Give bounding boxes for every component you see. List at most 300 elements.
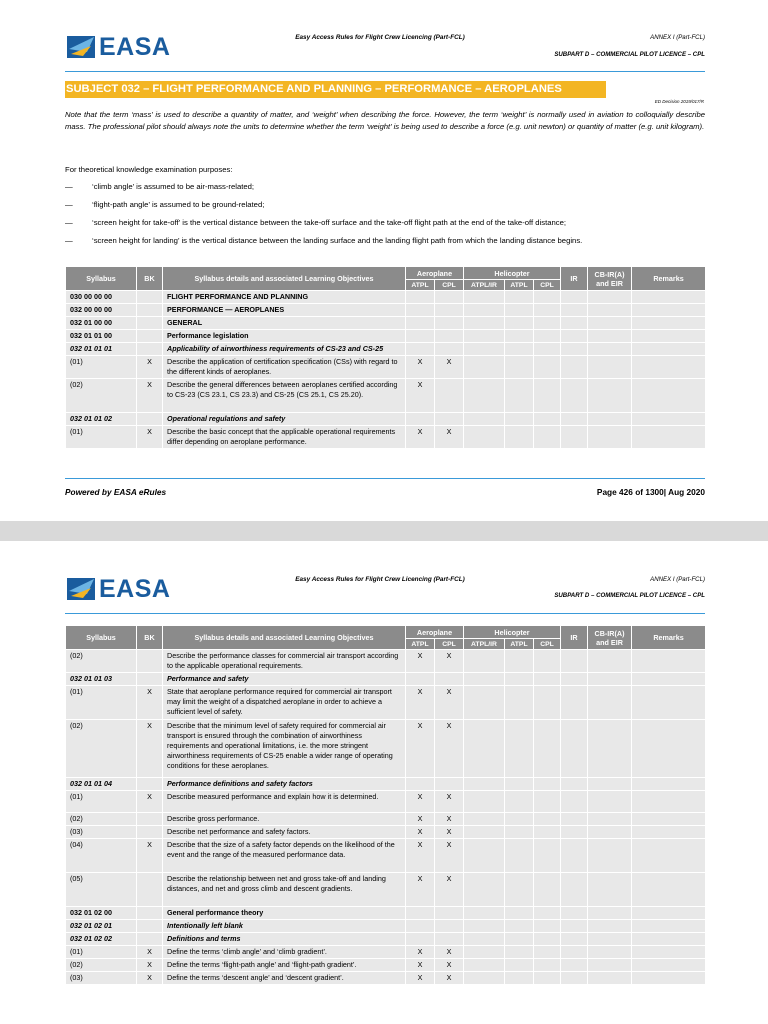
syllabus-code-cell: 032 01 01 02 [66,413,137,426]
col-atpl: ATPL [406,280,435,291]
cbir-cell [588,317,632,330]
aeroplane-atpl-cell: X [406,379,435,413]
aeroplane-atpl-cell [406,317,435,330]
ir-cell [561,686,588,720]
ir-cell [561,778,588,791]
aeroplane-atpl-cell: X [406,946,435,959]
bk-cell [137,413,163,426]
bk-cell [137,778,163,791]
learning-objective-cell: Performance legislation [163,330,406,343]
learning-objective-cell: Describe that the size of a safety factor depends on the likelihood of the event and the range of the measured performance data. [163,839,406,873]
helicopter-cpl-cell [534,946,561,959]
helicopter-cpl-cell [534,356,561,379]
helicopter-atpl-cell [505,720,534,778]
helicopter-atplir-cell [464,839,505,873]
bk-cell [137,873,163,907]
table-row [66,650,706,673]
aeroplane-cpl-cell: X [435,959,464,972]
bk-cell: X [137,959,163,972]
ir-cell [561,343,588,356]
syllabus-code-cell: 032 01 01 01 [66,343,137,356]
footer-rule [65,478,705,479]
helicopter-atplir-cell [464,304,505,317]
helicopter-cpl-cell [534,379,561,413]
bk-cell [137,920,163,933]
remarks-cell [632,317,706,330]
table-row [66,778,706,791]
list-item: — ‘climb angle’ is assumed to be air-mass-related; [65,182,255,191]
syllabus-code-cell: (02) [66,379,137,413]
syllabus-code-cell: (01) [66,946,137,959]
helicopter-atplir-cell [464,291,505,304]
aeroplane-atpl-cell [406,413,435,426]
learning-objective-cell: Describe that the minimum level of safety required for commercial air transport is ensured through the combination of airworthiness requirements and operational limitations, i.e. the more stringent airworthiness requirements of CS-25 enable a wider range of operating conditions for these aeroplanes. [163,720,406,778]
aeroplane-cpl-cell [435,291,464,304]
remarks-cell [632,791,706,813]
helicopter-atpl-cell [505,304,534,317]
helicopter-atplir-cell [464,330,505,343]
learning-objective-cell: Performance and safety [163,673,406,686]
footer-powered-by: Powered by EASA eRules [65,487,167,497]
syllabus-table [65,625,706,985]
helicopter-cpl-cell [534,317,561,330]
table-row [66,933,706,946]
remarks-cell [632,379,706,413]
helicopter-cpl-cell [534,907,561,920]
helicopter-atplir-cell [464,959,505,972]
syllabus-code-cell: 032 01 02 00 [66,907,137,920]
helicopter-atpl-cell [505,356,534,379]
aeroplane-cpl-cell: X [435,826,464,839]
helicopter-cpl-cell [534,291,561,304]
col-h-cpl: CPL [534,280,561,291]
aeroplane-cpl-cell [435,920,464,933]
syllabus-code-cell: 032 01 02 01 [66,920,137,933]
ir-cell [561,291,588,304]
definitions-list [65,182,705,254]
syllabus-code-cell: (05) [66,873,137,907]
easa-logo [65,32,171,62]
remarks-cell [632,673,706,686]
cbir-cell [588,720,632,778]
aeroplane-atpl-cell [406,343,435,356]
bk-cell: X [137,356,163,379]
table-row [66,959,706,972]
helicopter-atpl-cell [505,826,534,839]
helicopter-atpl-cell [505,972,534,985]
mass-weight-note: Note that the term ‘mass’ is used to describe a quantity of matter, and ‘weight’ when describing the force. However, the term ‘weight’ is normally used in aviation to colloquially describe mass. The professional pilot should always note the units to determine whether the term ‘weight’ is being used to describe a force (e.g. unit newton) or quantity of matter (e.g. unit kilogram). [65,110,705,131]
helicopter-atplir-cell [464,650,505,673]
aeroplane-atpl-cell [406,330,435,343]
syllabus-code-cell: (01) [66,791,137,813]
helicopter-atplir-cell [464,778,505,791]
col-bk: BK [137,267,163,291]
remarks-cell [632,720,706,778]
syllabus-table [65,266,706,449]
aeroplane-atpl-cell: X [406,839,435,873]
col-helicopter: Helicopter [464,626,561,639]
helicopter-cpl-cell [534,839,561,873]
helicopter-atpl-cell [505,413,534,426]
col-ir: IR [561,626,588,650]
syllabus-code-cell: (01) [66,686,137,720]
bk-cell [137,304,163,317]
col-cbir: CB-IR(A) and EIR [588,267,632,291]
easa-emblem-icon [65,574,97,604]
ir-cell [561,413,588,426]
ir-cell [561,330,588,343]
learning-objective-cell: Applicability of airworthiness requirements of CS-23 and CS-25 [163,343,406,356]
remarks-cell [632,946,706,959]
syllabus-code-cell: (03) [66,826,137,839]
table-row [66,379,706,413]
remarks-cell [632,933,706,946]
aeroplane-cpl-cell: X [435,426,464,449]
syllabus-code-cell: 032 00 00 00 [66,304,137,317]
cbir-cell [588,356,632,379]
aeroplane-cpl-cell [435,778,464,791]
remarks-cell [632,959,706,972]
document-page-2 [0,541,768,1024]
aeroplane-atpl-cell [406,933,435,946]
helicopter-atpl-cell [505,291,534,304]
cbir-cell [588,413,632,426]
table-row [66,946,706,959]
document-title: Easy Access Rules for Flight Crew Licencing (Part-FCL) [295,576,465,583]
bk-cell: X [137,426,163,449]
aeroplane-atpl-cell [406,673,435,686]
aeroplane-atpl-cell [406,907,435,920]
helicopter-atplir-cell [464,873,505,907]
bk-cell [137,907,163,920]
remarks-cell [632,426,706,449]
bk-cell [137,317,163,330]
learning-objective-cell: Operational regulations and safety [163,413,406,426]
helicopter-atplir-cell [464,946,505,959]
col-remarks: Remarks [632,267,706,291]
aeroplane-atpl-cell: X [406,791,435,813]
ir-cell [561,317,588,330]
cbir-cell [588,650,632,673]
helicopter-atplir-cell [464,813,505,826]
helicopter-cpl-cell [534,304,561,317]
helicopter-cpl-cell [534,720,561,778]
col-details: Syllabus details and associated Learning Objectives [163,626,406,650]
aeroplane-atpl-cell: X [406,826,435,839]
helicopter-atplir-cell [464,413,505,426]
learning-objective-cell: Define the terms ‘flight-path angle’ and ‘flight-path gradient’. [163,959,406,972]
helicopter-cpl-cell [534,813,561,826]
cbir-cell [588,673,632,686]
remarks-cell [632,291,706,304]
col-syllabus: Syllabus [66,626,137,650]
helicopter-atplir-cell [464,720,505,778]
helicopter-atpl-cell [505,650,534,673]
cbir-cell [588,379,632,413]
annex-label: ANNEX I (Part-FCL) [650,576,705,583]
learning-objective-cell: State that aeroplane performance required for commercial air transport may limit the weight of a dispatched aeroplane in order to achieve a sufficient level of safety. [163,686,406,720]
col-helicopter: Helicopter [464,267,561,280]
ir-cell [561,673,588,686]
bk-cell [137,650,163,673]
table-row [66,426,706,449]
remarks-cell [632,686,706,720]
aeroplane-cpl-cell [435,304,464,317]
remarks-cell [632,972,706,985]
helicopter-atplir-cell [464,317,505,330]
helicopter-cpl-cell [534,778,561,791]
table-row [66,343,706,356]
aeroplane-atpl-cell: X [406,959,435,972]
helicopter-atpl-cell [505,946,534,959]
aeroplane-cpl-cell: X [435,972,464,985]
learning-objective-cell: FLIGHT PERFORMANCE AND PLANNING [163,291,406,304]
bk-cell [137,343,163,356]
cbir-cell [588,291,632,304]
table-row [66,304,706,317]
helicopter-cpl-cell [534,343,561,356]
table-row [66,291,706,304]
cbir-cell [588,826,632,839]
aeroplane-cpl-cell [435,379,464,413]
aeroplane-cpl-cell: X [435,791,464,813]
subpart-label: SUBPART D – COMMERCIAL PILOT LICENCE – CPL [554,592,705,599]
learning-objective-cell: Describe the relationship between net and gross take-off and landing distances, and net and gross climb and descent gradients. [163,873,406,907]
table-row [66,873,706,907]
cbir-cell [588,686,632,720]
helicopter-atplir-cell [464,379,505,413]
syllabus-code-cell: (01) [66,426,137,449]
bk-cell [137,933,163,946]
helicopter-atpl-cell [505,673,534,686]
helicopter-atplir-cell [464,907,505,920]
ir-cell [561,720,588,778]
helicopter-cpl-cell [534,920,561,933]
helicopter-atpl-cell [505,813,534,826]
helicopter-atpl-cell [505,933,534,946]
learning-objective-cell: Define the terms ‘descent angle’ and ‘descent gradient’. [163,972,406,985]
cbir-cell [588,330,632,343]
bk-cell: X [137,972,163,985]
bk-cell [137,673,163,686]
cbir-cell [588,959,632,972]
remarks-cell [632,330,706,343]
intro-text: For theoretical knowledge examination purposes: [65,165,233,174]
aeroplane-atpl-cell [406,920,435,933]
syllabus-code-cell: (02) [66,650,137,673]
aeroplane-cpl-cell [435,933,464,946]
col-h-atplir: ATPL/IR [464,280,505,291]
remarks-cell [632,920,706,933]
ir-cell [561,933,588,946]
syllabus-code-cell: (03) [66,972,137,985]
header-rule [65,613,705,614]
col-atpl: ATPL [406,639,435,650]
aeroplane-cpl-cell: X [435,686,464,720]
aeroplane-atpl-cell [406,778,435,791]
helicopter-atplir-cell [464,933,505,946]
table-row [66,720,706,778]
aeroplane-cpl-cell: X [435,873,464,907]
logo-text: EASA [99,33,171,61]
annex-label: ANNEX I (Part-FCL) [650,34,705,41]
cbir-cell [588,426,632,449]
learning-objective-cell: Define the terms ‘climb angle’ and ‘climb gradient’. [163,946,406,959]
helicopter-atplir-cell [464,356,505,379]
cbir-cell [588,343,632,356]
col-aeroplane: Aeroplane [406,626,464,639]
helicopter-cpl-cell [534,959,561,972]
helicopter-cpl-cell [534,426,561,449]
aeroplane-cpl-cell [435,317,464,330]
syllabus-code-cell: 030 00 00 00 [66,291,137,304]
aeroplane-atpl-cell: X [406,813,435,826]
helicopter-atpl-cell [505,959,534,972]
cbir-cell [588,933,632,946]
easa-emblem-icon [65,32,97,62]
helicopter-cpl-cell [534,873,561,907]
table-row [66,920,706,933]
table-row [66,317,706,330]
learning-objective-cell: Describe the application of certification specification (CSs) with regard to the different kinds of aeroplanes. [163,356,406,379]
table-row [66,839,706,873]
aeroplane-cpl-cell [435,673,464,686]
list-item: — ‘screen height for take-off’ is the vertical distance between the take-off surface and the take-off flight path at the end of the take-off distance; [65,218,567,227]
remarks-cell [632,343,706,356]
syllabus-code-cell: 032 01 01 00 [66,330,137,343]
ir-cell [561,839,588,873]
helicopter-atpl-cell [505,686,534,720]
col-syllabus: Syllabus [66,267,137,291]
aeroplane-atpl-cell [406,304,435,317]
helicopter-atpl-cell [505,839,534,873]
learning-objective-cell: General performance theory [163,907,406,920]
learning-objective-cell: Describe measured performance and explain how it is determined. [163,791,406,813]
ir-cell [561,356,588,379]
remarks-cell [632,356,706,379]
ir-cell [561,920,588,933]
learning-objective-cell: Describe the performance classes for commercial air transport according to the applicable operational requirements. [163,650,406,673]
helicopter-atplir-cell [464,826,505,839]
aeroplane-atpl-cell: X [406,972,435,985]
bk-cell: X [137,839,163,873]
syllabus-code-cell: (02) [66,720,137,778]
aeroplane-cpl-cell [435,413,464,426]
cbir-cell [588,791,632,813]
aeroplane-cpl-cell [435,330,464,343]
ir-cell [561,791,588,813]
bk-cell: X [137,379,163,413]
remarks-cell [632,907,706,920]
table-row [66,330,706,343]
table-row [66,813,706,826]
ir-cell [561,946,588,959]
helicopter-atpl-cell [505,778,534,791]
remarks-cell [632,778,706,791]
helicopter-atplir-cell [464,686,505,720]
syllabus-code-cell: 032 01 01 03 [66,673,137,686]
bk-cell: X [137,720,163,778]
list-item: — ‘screen height for landing’ is the vertical distance between the landing surface and the landing flight path from which the landing distance begins. [65,236,583,245]
cbir-cell [588,839,632,873]
ir-cell [561,650,588,673]
col-cpl: CPL [435,280,464,291]
col-bk: BK [137,626,163,650]
remarks-cell [632,839,706,873]
helicopter-cpl-cell [534,673,561,686]
col-cpl: CPL [435,639,464,650]
aeroplane-cpl-cell: X [435,356,464,379]
helicopter-cpl-cell [534,791,561,813]
helicopter-atpl-cell [505,907,534,920]
bk-cell [137,291,163,304]
helicopter-cpl-cell [534,972,561,985]
table-row [66,826,706,839]
aeroplane-atpl-cell: X [406,720,435,778]
aeroplane-atpl-cell: X [406,650,435,673]
syllabus-code-cell: (01) [66,356,137,379]
cbir-cell [588,920,632,933]
easa-logo [65,574,171,604]
bk-cell: X [137,946,163,959]
syllabus-code-cell: (02) [66,813,137,826]
helicopter-cpl-cell [534,650,561,673]
aeroplane-cpl-cell [435,343,464,356]
col-ir: IR [561,267,588,291]
helicopter-atplir-cell [464,426,505,449]
aeroplane-cpl-cell [435,907,464,920]
ir-cell [561,959,588,972]
learning-objective-cell: Describe the basic concept that the applicable operational requirements differ depending on aeroplane performance. [163,426,406,449]
aeroplane-atpl-cell: X [406,686,435,720]
learning-objective-cell: Describe gross performance. [163,813,406,826]
helicopter-atpl-cell [505,343,534,356]
syllabus-code-cell: 032 01 02 02 [66,933,137,946]
cbir-cell [588,972,632,985]
helicopter-atpl-cell [505,920,534,933]
col-h-cpl: CPL [534,639,561,650]
footer-page-number: Page 426 of 1300| Aug 2020 [596,487,705,497]
learning-objective-cell: Intentionally left blank [163,920,406,933]
decision-reference: ED Decision 2019/017/R [654,99,704,104]
aeroplane-cpl-cell: X [435,813,464,826]
aeroplane-atpl-cell: X [406,873,435,907]
ir-cell [561,972,588,985]
table-row [66,686,706,720]
cbir-cell [588,907,632,920]
helicopter-atplir-cell [464,673,505,686]
document-title: Easy Access Rules for Flight Crew Licencing (Part-FCL) [295,34,465,41]
col-details: Syllabus details and associated Learning Objectives [163,267,406,291]
ir-cell [561,813,588,826]
remarks-cell [632,650,706,673]
remarks-cell [632,826,706,839]
bk-cell [137,330,163,343]
helicopter-atpl-cell [505,791,534,813]
table-row [66,791,706,813]
col-h-atplir: ATPL/IR [464,639,505,650]
col-cbir: CB-IR(A) and EIR [588,626,632,650]
learning-objective-cell: Performance definitions and safety factors [163,778,406,791]
remarks-cell [632,413,706,426]
helicopter-atpl-cell [505,873,534,907]
helicopter-cpl-cell [534,933,561,946]
bk-cell: X [137,791,163,813]
remarks-cell [632,813,706,826]
col-aeroplane: Aeroplane [406,267,464,280]
cbir-cell [588,778,632,791]
col-remarks: Remarks [632,626,706,650]
